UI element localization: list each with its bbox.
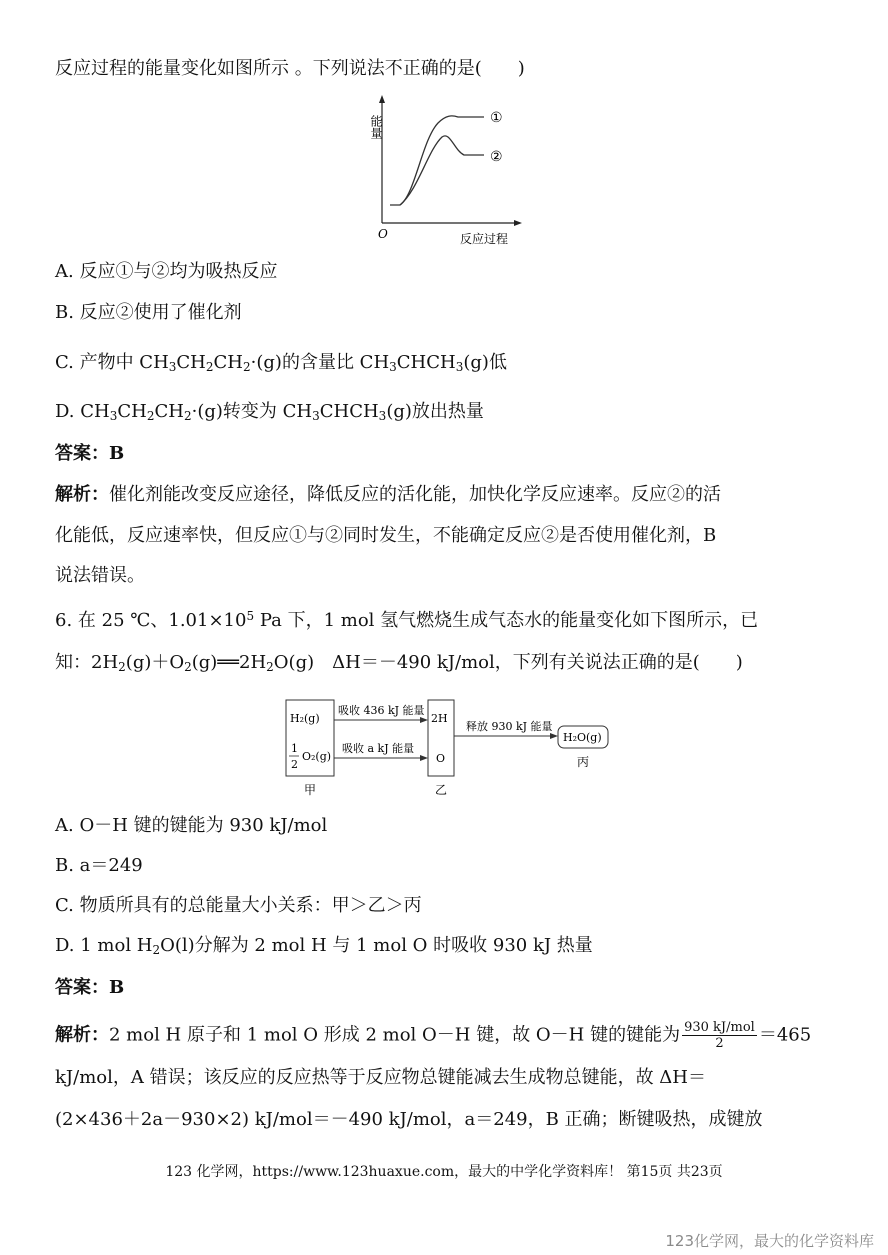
q6-analysis-line-2: kJ/mol，A 错误；该反应的反应热等于反应物总键能减去生成物总键能，故 ΔH＝ [55, 1067, 706, 1088]
o2-label: O₂(g) [302, 750, 332, 763]
q5-option-b: B. 反应②使用了催化剂 [55, 302, 242, 323]
curve-2 [400, 136, 484, 205]
box-bing-label: H₂O(g) [563, 731, 602, 744]
energy-change-diagram [280, 696, 620, 800]
q6-option-c: C. 物质所具有的总能量大小关系：甲＞乙＞丙 [55, 895, 422, 916]
label-yi: 乙 [435, 783, 448, 797]
h2-label: H₂(g) [290, 712, 320, 725]
x-axis-arrow [514, 220, 522, 226]
q6-analysis-line-3: (2×436＋2a－930×2) kJ/mol＝－490 kJ/mol，a＝249，B 正确；断键吸热，成键放 [55, 1109, 763, 1130]
q6-answer: 答案：B [55, 977, 125, 998]
arrow-3-head [550, 733, 558, 739]
curve-2-label: ② [490, 149, 503, 165]
frac-num: 1 [291, 742, 298, 755]
q6-stem-line-2: 知：$2H_2(g)+O_2(g)══2H_2O(g)$ ΔH＝－490 kJ/mol，下列有关说法正确的是( ) [55, 652, 743, 674]
q5-option-a: A. 反应①与②均为吸热反应 [55, 261, 278, 282]
box-yi-bottom: O [436, 752, 446, 765]
frac-den: 2 [291, 758, 298, 771]
y-axis-label: 能量 [369, 115, 383, 139]
arrow-3-label: 释放 930 kJ 能量 [466, 720, 553, 733]
q5-analysis-line-2: 化能低，反应速率快，但反应①与②同时发生，不能确定反应②是否使用催化剂，B [55, 525, 717, 546]
q6-option-d: D. 1 mol $H_2O(l)$分解为 2 mol H 与 1 mol O 时吸收 930 kJ 热量 [55, 935, 593, 957]
watermark: 123化学网，最大的化学资料库 [665, 1232, 874, 1250]
x-axis-label: 反应过程 [460, 232, 509, 245]
energy-profile-chart [360, 95, 530, 245]
q6-stem-line-1: 6. 在 25 ℃、$1.01\times 10^5$ Pa 下，1 mol 氢气燃烧生成气态水的能量变化如下图所示，已 [55, 609, 759, 631]
arrow-2-head [420, 755, 428, 761]
q5-answer: 答案：B [55, 443, 125, 464]
q6-option-b: B. a＝249 [55, 855, 143, 876]
box-yi-top: 2H [431, 712, 448, 725]
page-footer: 123 化学网，https://www.123huaxue.com，最大的中学化学资料库！ 第15页 共23页 [165, 1164, 723, 1180]
q5-analysis-line-1: 解析：催化剂能改变反应途径，降低反应的活化能，加快化学反应速率。反应②的活 [55, 484, 721, 505]
y-axis-arrow [379, 95, 385, 103]
arrow-1-head [420, 717, 428, 723]
q6-analysis-line-1: 解析：2 mol H 原子和 1 mol O 形成 2 mol O－H 键，故 O－H 键的键能为 $\frac{\text{930 kJ/mol}}{2}$ ＝465 [55, 1020, 812, 1051]
arrow-1-label: 吸收 436 kJ 能量 [338, 704, 425, 717]
fraction: $\frac{\text{930 kJ/mol}}{2}$ [684, 1020, 755, 1051]
curve-1 [390, 116, 484, 205]
q6-option-a: A. O－H 键的键能为 930 kJ/mol [55, 815, 328, 836]
q5-option-d: D. $CH_3CH_2CH_2\cdot(g)$转变为 $CH_3CHCH_3(g)$放出热量 [55, 401, 484, 423]
intro-text: 反应过程的能量变化如图所示 。下列说法不正确的是( ) [55, 58, 525, 79]
curve-1-label: ① [490, 110, 503, 126]
arrow-2-label: 吸收 a kJ 能量 [342, 742, 415, 755]
label-bing: 丙 [577, 755, 590, 769]
q5-analysis-line-3: 说法错误。 [55, 565, 145, 586]
q5-option-c: C. 产物中 $CH_3CH_2CH_2\cdot(g)$的含量比 $CH_3CHCH_3(g)$低 [55, 352, 507, 374]
origin-label: O [378, 227, 388, 241]
label-jia: 甲 [304, 783, 317, 797]
